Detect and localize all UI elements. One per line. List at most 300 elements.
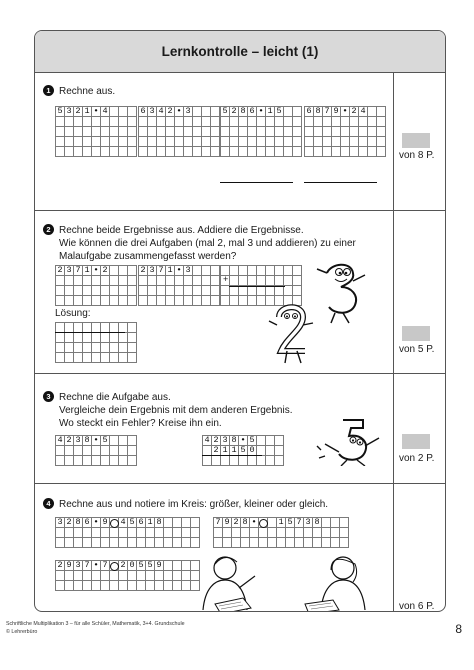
task-3-score-box[interactable] [402,434,430,449]
grid-digit: 0 [248,446,257,456]
grid-cell [248,137,257,147]
grid-cell [211,117,220,127]
grid-cell [257,266,266,276]
grid-cell [74,353,83,363]
grid-digit: 3 [65,266,74,276]
grid-cell [83,296,92,306]
grid-cell [110,276,119,286]
grid-cell [92,343,101,353]
grid-cell [257,147,266,157]
task-3-grid-b [202,435,284,466]
task-1-grid-c [220,106,302,157]
grid-cell [139,127,148,137]
task-2-result-line [229,286,285,287]
grid-cell [128,286,137,296]
task-2-text [43,224,356,263]
grid-cell [248,147,257,157]
grid-cell [92,147,101,157]
grid-cell [155,538,164,548]
grid-cell [83,117,92,127]
grid-cell [368,107,377,117]
grid-cell [101,538,110,548]
grid-cell [266,276,275,286]
grid-cell [323,147,332,157]
grid-cell [211,147,220,157]
grid-cell [92,538,101,548]
task-2-grid-a [55,265,137,306]
grid-cell [56,538,65,548]
grid-cell [332,127,341,137]
grid-cell [323,127,332,137]
grid-cell [146,528,155,538]
grid-cell [74,446,83,456]
grid-cell [139,117,148,127]
grid-cell [146,538,155,548]
page-number: 8 [455,622,462,636]
grid-cell [191,518,200,528]
grid-cell [110,436,119,446]
grid-digit: 8 [241,518,250,528]
grid-cell [164,571,173,581]
grid-cell [304,528,313,538]
grid-cell [202,127,211,137]
grid-cell [284,147,293,157]
grid-cell [128,266,137,276]
grid-cell [223,528,232,538]
grid-cell [314,147,323,157]
grid-cell [257,296,266,306]
grid-cell [148,117,157,127]
grid-cell [65,286,74,296]
grid-cell [212,456,221,466]
task-3-result-line [202,455,262,456]
grid-cell [101,456,110,466]
grid-cell [148,147,157,157]
grid-cell [293,147,302,157]
grid-cell [166,127,175,137]
task-4-grid-b [213,517,349,548]
grid-cell [322,538,331,548]
grid-cell [230,137,239,147]
grid-cell [223,538,232,548]
grid-cell [184,276,193,286]
grid-cell [368,137,377,147]
grid-cell [211,107,220,117]
grid-cell [110,286,119,296]
grid-cell [239,286,248,296]
grid-cell [110,538,119,548]
grid-cell [275,276,284,286]
grid-cell [119,276,128,286]
grid-cell [332,147,341,157]
grid-digit: 5 [146,561,155,571]
grid-digit: 5 [137,561,146,571]
grid-cell [83,538,92,548]
task-1-result-line-c [220,182,293,183]
grid-cell [295,538,304,548]
grid-cell [83,276,92,286]
grid-digit: 6 [305,107,314,117]
grid-cell [56,581,65,591]
grid-cell [193,127,202,137]
footer-line-1: Schriftliche Multiplikation 3 – für alle Schüler, Mathematik, 3+4. Grundschule [6,621,185,627]
grid-cell [92,456,101,466]
grid-cell [74,343,83,353]
grid-cell [83,581,92,591]
grid-cell [65,296,74,306]
grid-cell [268,538,277,548]
grid-cell [248,276,257,286]
grid-cell [110,456,119,466]
task-2-score-column [393,211,445,373]
grid-cell [266,137,275,147]
grid-digit: 2 [101,266,110,276]
grid-cell [295,528,304,538]
grid-cell [56,137,65,147]
task-3-line-3: Wo steckt ein Fehler? Kreise ihn ein. [59,418,222,429]
grid-cell [166,286,175,296]
grid-cell [305,137,314,147]
grid-cell [65,343,74,353]
grid-cell [74,286,83,296]
grid-cell [284,286,293,296]
grid-digit: 7 [295,518,304,528]
grid-digit: 4 [157,107,166,117]
grid-digit: 9 [223,518,232,528]
grid-digit: 9 [65,561,74,571]
grid-cell [128,107,137,117]
grid-cell [119,286,128,296]
grid-digit: 2 [212,436,221,446]
grid-cell [148,286,157,296]
task-2-line-3: Malaufgabe zusammengefasst werden? [59,251,237,262]
grid-cell [166,117,175,127]
grid-cell [173,561,182,571]
grid-digit: 2 [212,446,221,456]
grid-cell [239,276,248,286]
grid-digit: 2 [232,518,241,528]
grid-cell [101,137,110,147]
grid-cell [275,456,284,466]
grid-digit: 3 [221,436,230,446]
grid-cell [65,353,74,363]
grid-cell [184,147,193,157]
grid-cell [257,436,266,446]
grid-cell [305,127,314,137]
grid-cell [239,137,248,147]
grid-cell [211,286,220,296]
footer-credits [6,620,185,636]
grid-cell [110,117,119,127]
grid-cell [92,528,101,538]
grid-cell [83,446,92,456]
grid-cell [184,137,193,147]
grid-digit: • [92,561,101,571]
grid-cell [221,127,230,137]
grid-digit: 3 [148,266,157,276]
grid-cell [284,127,293,137]
grid-cell [65,456,74,466]
grid-cell [193,117,202,127]
grid-cell [359,117,368,127]
task-4-line-1: Rechne aus und notiere im Kreis: größer, kleiner oder gleich. [59,499,329,510]
grid-cell [119,353,128,363]
grid-cell [173,518,182,528]
grid-cell [101,528,110,538]
grid-cell [284,137,293,147]
grid-digit: 5 [56,107,65,117]
grid-cell [257,137,266,147]
grid-cell [65,127,74,137]
grid-cell [184,296,193,306]
grid-cell [128,296,137,306]
grid-cell [74,296,83,306]
grid-digit: 2 [166,107,175,117]
grid-cell [202,286,211,296]
grid-digit: 1 [230,446,239,456]
grid-cell [340,528,349,538]
grid-cell [175,286,184,296]
grid-cell [74,117,83,127]
grid-cell [56,446,65,456]
grid-cell [221,456,230,466]
grid-cell [92,571,101,581]
grid-cell [137,571,146,581]
grid-cell [214,528,223,538]
task-2-section [35,211,445,374]
grid-cell [230,117,239,127]
grid-cell [56,343,65,353]
grid-cell [110,571,119,581]
grid-cell [230,286,239,296]
grid-cell [74,147,83,157]
grid-digit: 4 [203,436,212,446]
grid-cell [350,147,359,157]
task-4-grid-a [55,517,200,548]
grid-cell [248,296,257,306]
grid-cell [65,276,74,286]
grid-cell [92,276,101,286]
grid-cell [128,436,137,446]
grid-cell [83,333,92,343]
grid-digit: 3 [74,561,83,571]
grid-digit: • [257,107,266,117]
grid-digit: 9 [155,561,164,571]
worksheet [34,30,446,612]
grid-cell [155,571,164,581]
grid-digit: 2 [350,107,359,117]
grid-cell [110,528,119,538]
grid-digit: • [92,518,101,528]
grid-cell [101,571,110,581]
grid-digit: 3 [184,266,193,276]
grid-cell [92,286,101,296]
grid-cell [164,528,173,538]
task-2-plus-sign: + [223,274,229,284]
comparison-circle[interactable] [110,518,119,528]
task-1-score-column [393,73,445,210]
children-writing-icon [185,554,385,612]
grid-cell [248,286,257,296]
grid-cell [221,117,230,127]
grid-digit: 8 [239,107,248,117]
grid-digit: 3 [304,518,313,528]
grid-cell [202,266,211,276]
grid-cell [155,528,164,538]
grid-digit: 5 [239,446,248,456]
grid-cell [314,137,323,147]
task-1-grid-a [55,106,137,157]
grid-digit: 7 [323,107,332,117]
grid-cell [350,137,359,147]
grid-cell [148,127,157,137]
grid-cell [293,286,302,296]
task-2-score-box[interactable] [402,326,430,341]
grid-cell [74,581,83,591]
grid-cell [65,117,74,127]
grid-cell [193,296,202,306]
grid-digit: 9 [101,518,110,528]
grid-cell [332,117,341,127]
grid-digit: 2 [56,266,65,276]
grid-cell [101,276,110,286]
grid-cell [128,127,137,137]
grid-cell [65,528,74,538]
grid-digit: 0 [128,561,137,571]
grid-digit: 1 [166,266,175,276]
grid-digit: 4 [119,518,128,528]
grid-cell [211,296,220,306]
grid-cell [182,528,191,538]
task-4-score-label: von 6 P. [399,601,435,612]
task-3-number: 3 [43,391,54,402]
task-1-score-box[interactable] [402,133,430,148]
grid-digit: 5 [275,107,284,117]
task-1-score-label: von 8 P. [399,150,435,161]
task-1-grid-d [304,106,386,157]
grid-cell [166,296,175,306]
grid-cell [56,276,65,286]
grid-cell [137,538,146,548]
grid-cell [275,137,284,147]
comparison-circle[interactable] [110,561,119,571]
task-3-section [35,374,445,484]
grid-cell [368,127,377,137]
task-2-line-2: Wie können die drei Aufgaben (mal 2, mal 3 und addieren) zu einer [59,238,356,249]
grid-digit: 8 [155,518,164,528]
grid-cell [119,571,128,581]
grid-cell [74,137,83,147]
grid-cell [202,296,211,306]
grid-cell [266,436,275,446]
task-3-score-column [393,374,445,483]
grid-digit: 7 [74,266,83,276]
comparison-circle[interactable] [259,518,268,528]
grid-cell [175,276,184,286]
grid-cell [101,343,110,353]
grid-cell [128,343,137,353]
grid-cell [239,147,248,157]
grid-cell [182,518,191,528]
grid-cell [323,137,332,147]
grid-cell [157,276,166,286]
grid-cell [193,286,202,296]
grid-cell [56,333,65,343]
grid-cell [56,571,65,581]
task-1-result-line-d [304,182,377,183]
grid-cell [74,528,83,538]
grid-digit: 1 [277,518,286,528]
grid-cell [139,286,148,296]
grid-cell [193,147,202,157]
grid-cell [139,276,148,286]
task-2-grid-b [138,265,220,306]
grid-cell [139,137,148,147]
grid-digit: • [92,107,101,117]
grid-cell [232,528,241,538]
grid-cell [119,456,128,466]
grid-digit: 1 [146,518,155,528]
grid-digit: 2 [74,107,83,117]
grid-digit: 3 [56,518,65,528]
grid-cell [119,127,128,137]
grid-cell [248,117,257,127]
grid-cell [119,581,128,591]
grid-cell [65,581,74,591]
grid-cell [248,266,257,276]
grid-cell [239,117,248,127]
grid-cell [128,323,137,333]
task-4-text [43,498,328,511]
grid-cell [293,266,302,276]
grid-cell [164,581,173,591]
task-2-solution-line [55,332,125,333]
grid-cell [191,528,200,538]
grid-cell [65,137,74,147]
grid-cell [157,127,166,137]
grid-cell [74,456,83,466]
grid-cell [128,117,137,127]
grid-cell [284,266,293,276]
grid-cell [128,446,137,456]
grid-cell [157,137,166,147]
grid-cell [148,137,157,147]
grid-cell [146,571,155,581]
grid-cell [284,117,293,127]
grid-cell [164,561,173,571]
grid-cell [110,333,119,343]
grid-cell [323,117,332,127]
digit-5-mascot-icon [313,412,383,466]
grid-cell [211,137,220,147]
grid-cell [83,137,92,147]
grid-cell [284,276,293,286]
grid-cell [275,446,284,456]
grid-cell [65,538,74,548]
grid-cell [155,581,164,591]
grid-cell [359,147,368,157]
grid-digit: 4 [359,107,368,117]
grid-cell [56,117,65,127]
grid-cell [110,107,119,117]
grid-cell [377,137,386,147]
grid-digit: 8 [230,436,239,446]
grid-cell [65,147,74,157]
grid-cell [230,276,239,286]
grid-cell [92,581,101,591]
grid-digit: 6 [83,518,92,528]
grid-cell [275,266,284,276]
